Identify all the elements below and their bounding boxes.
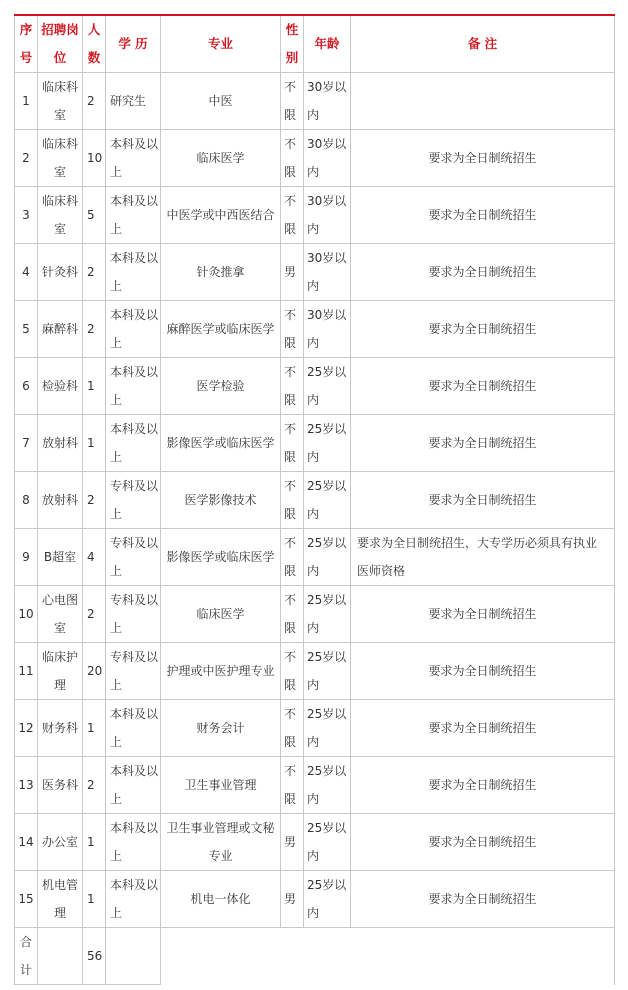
cell-num: 2 bbox=[83, 586, 106, 643]
cell-dept: 医务科 bbox=[38, 757, 83, 814]
cell-major: 卫生事业管理 bbox=[161, 757, 281, 814]
cell-edu: 本科及以上 bbox=[106, 757, 161, 814]
table-footer bbox=[15, 928, 615, 985]
cell-no: 12 bbox=[15, 700, 38, 757]
cell-sex: 男 bbox=[281, 244, 304, 301]
table-row bbox=[15, 358, 615, 415]
cell-num: 5 bbox=[83, 187, 106, 244]
header-note: 备 注 bbox=[351, 15, 615, 73]
total-empty-edu bbox=[106, 928, 161, 985]
cell-dept: 麻醉科 bbox=[38, 301, 83, 358]
cell-note: 要求为全日制统招生 bbox=[351, 586, 615, 643]
cell-edu: 本科及以上 bbox=[106, 244, 161, 301]
cell-age: 30岁以内 bbox=[304, 244, 351, 301]
cell-no: 11 bbox=[15, 643, 38, 700]
cell-major: 护理或中医护理专业 bbox=[161, 643, 281, 700]
cell-major: 影像医学或临床医学 bbox=[161, 415, 281, 472]
cell-no: 15 bbox=[15, 871, 38, 928]
cell-note: 要求为全日制统招生 bbox=[351, 814, 615, 871]
cell-note: 要求为全日制统招生 bbox=[351, 700, 615, 757]
cell-major: 麻醉医学或临床医学 bbox=[161, 301, 281, 358]
cell-sex: 男 bbox=[281, 871, 304, 928]
cell-no: 10 bbox=[15, 586, 38, 643]
cell-sex: 不限 bbox=[281, 472, 304, 529]
table-row bbox=[15, 814, 615, 871]
table-body bbox=[15, 73, 615, 928]
cell-dept: 财务科 bbox=[38, 700, 83, 757]
cell-major: 财务会计 bbox=[161, 700, 281, 757]
cell-edu: 本科及以上 bbox=[106, 814, 161, 871]
table-row bbox=[15, 643, 615, 700]
cell-major: 影像医学或临床医学 bbox=[161, 529, 281, 586]
cell-num: 1 bbox=[83, 358, 106, 415]
cell-sex: 不限 bbox=[281, 415, 304, 472]
cell-no: 2 bbox=[15, 130, 38, 187]
cell-note: 要求为全日制统招生 bbox=[351, 358, 615, 415]
cell-age: 25岁以内 bbox=[304, 757, 351, 814]
cell-note: 要求为全日制统招生 bbox=[351, 415, 615, 472]
cell-note: 要求为全日制统招生 bbox=[351, 301, 615, 358]
table-row bbox=[15, 529, 615, 586]
total-empty-rest bbox=[161, 928, 615, 985]
header-row bbox=[15, 15, 615, 73]
cell-edu: 本科及以上 bbox=[106, 700, 161, 757]
cell-edu: 本科及以上 bbox=[106, 187, 161, 244]
cell-sex: 不限 bbox=[281, 358, 304, 415]
cell-dept: 放射科 bbox=[38, 415, 83, 472]
table-row bbox=[15, 472, 615, 529]
header-sex: 性别 bbox=[281, 15, 304, 73]
cell-edu: 本科及以上 bbox=[106, 301, 161, 358]
cell-edu: 本科及以上 bbox=[106, 130, 161, 187]
cell-age: 30岁以内 bbox=[304, 187, 351, 244]
table-row bbox=[15, 415, 615, 472]
cell-sex: 不限 bbox=[281, 586, 304, 643]
table-row bbox=[15, 301, 615, 358]
cell-sex: 不限 bbox=[281, 73, 304, 130]
cell-sex: 男 bbox=[281, 814, 304, 871]
cell-major: 医学检验 bbox=[161, 358, 281, 415]
cell-edu: 专科及以上 bbox=[106, 586, 161, 643]
table-row bbox=[15, 586, 615, 643]
cell-sex: 不限 bbox=[281, 187, 304, 244]
cell-no: 6 bbox=[15, 358, 38, 415]
cell-sex: 不限 bbox=[281, 301, 304, 358]
cell-no: 1 bbox=[15, 73, 38, 130]
cell-major: 卫生事业管理或文秘专业 bbox=[161, 814, 281, 871]
cell-note: 要求为全日制统招生 bbox=[351, 130, 615, 187]
cell-num: 1 bbox=[83, 814, 106, 871]
header-dept: 招聘岗位 bbox=[38, 15, 83, 73]
cell-num: 2 bbox=[83, 757, 106, 814]
cell-no: 5 bbox=[15, 301, 38, 358]
cell-edu: 研究生 bbox=[106, 73, 161, 130]
cell-major: 中医 bbox=[161, 73, 281, 130]
cell-note bbox=[351, 73, 615, 130]
cell-dept: 临床科室 bbox=[38, 130, 83, 187]
cell-num: 2 bbox=[83, 244, 106, 301]
cell-num: 10 bbox=[83, 130, 106, 187]
header-age: 年龄 bbox=[304, 15, 351, 73]
header-no: 序号 bbox=[15, 15, 38, 73]
cell-age: 25岁以内 bbox=[304, 472, 351, 529]
cell-major: 中医学或中西医结合 bbox=[161, 187, 281, 244]
cell-major: 医学影像技术 bbox=[161, 472, 281, 529]
total-empty-dept bbox=[38, 928, 83, 985]
cell-major: 机电一体化 bbox=[161, 871, 281, 928]
cell-num: 1 bbox=[83, 415, 106, 472]
cell-major: 针灸推拿 bbox=[161, 244, 281, 301]
cell-num: 2 bbox=[83, 73, 106, 130]
header-num: 人数 bbox=[83, 15, 106, 73]
cell-edu: 专科及以上 bbox=[106, 643, 161, 700]
cell-edu: 本科及以上 bbox=[106, 358, 161, 415]
cell-dept: B超室 bbox=[38, 529, 83, 586]
table-row bbox=[15, 73, 615, 130]
header-major: 专业 bbox=[161, 15, 281, 73]
cell-edu: 专科及以上 bbox=[106, 472, 161, 529]
cell-age: 25岁以内 bbox=[304, 871, 351, 928]
cell-age: 30岁以内 bbox=[304, 73, 351, 130]
cell-no: 4 bbox=[15, 244, 38, 301]
table-row bbox=[15, 187, 615, 244]
cell-note: 要求为全日制统招生 bbox=[351, 244, 615, 301]
cell-age: 25岁以内 bbox=[304, 700, 351, 757]
cell-no: 9 bbox=[15, 529, 38, 586]
table-row bbox=[15, 871, 615, 928]
cell-num: 2 bbox=[83, 301, 106, 358]
cell-no: 8 bbox=[15, 472, 38, 529]
cell-sex: 不限 bbox=[281, 757, 304, 814]
cell-note: 要求为全日制统招生 bbox=[351, 757, 615, 814]
cell-age: 30岁以内 bbox=[304, 130, 351, 187]
cell-no: 3 bbox=[15, 187, 38, 244]
cell-dept: 临床科室 bbox=[38, 73, 83, 130]
cell-sex: 不限 bbox=[281, 643, 304, 700]
cell-dept: 检验科 bbox=[38, 358, 83, 415]
cell-num: 2 bbox=[83, 472, 106, 529]
cell-sex: 不限 bbox=[281, 130, 304, 187]
header-edu: 学 历 bbox=[106, 15, 161, 73]
cell-age: 25岁以内 bbox=[304, 643, 351, 700]
cell-age: 25岁以内 bbox=[304, 358, 351, 415]
cell-sex: 不限 bbox=[281, 529, 304, 586]
cell-edu: 本科及以上 bbox=[106, 871, 161, 928]
cell-num: 1 bbox=[83, 871, 106, 928]
cell-edu: 专科及以上 bbox=[106, 529, 161, 586]
table-row bbox=[15, 700, 615, 757]
total-row bbox=[15, 928, 615, 985]
cell-edu: 本科及以上 bbox=[106, 415, 161, 472]
total-num: 56 bbox=[83, 928, 106, 985]
cell-major: 临床医学 bbox=[161, 130, 281, 187]
cell-dept: 临床科室 bbox=[38, 187, 83, 244]
cell-note: 要求为全日制统招生，大专学历必须具有执业医师资格 bbox=[351, 529, 615, 586]
table-row bbox=[15, 130, 615, 187]
recruitment-table bbox=[14, 14, 615, 985]
cell-age: 25岁以内 bbox=[304, 814, 351, 871]
cell-note: 要求为全日制统招生 bbox=[351, 472, 615, 529]
cell-age: 30岁以内 bbox=[304, 301, 351, 358]
cell-no: 13 bbox=[15, 757, 38, 814]
cell-age: 25岁以内 bbox=[304, 529, 351, 586]
cell-age: 25岁以内 bbox=[304, 415, 351, 472]
cell-note: 要求为全日制统招生 bbox=[351, 871, 615, 928]
cell-dept: 心电图室 bbox=[38, 586, 83, 643]
table-header bbox=[15, 15, 615, 73]
cell-no: 7 bbox=[15, 415, 38, 472]
cell-dept: 临床护理 bbox=[38, 643, 83, 700]
cell-age: 25岁以内 bbox=[304, 586, 351, 643]
cell-dept: 机电管理 bbox=[38, 871, 83, 928]
recruitment-table-container bbox=[14, 14, 614, 985]
cell-major: 临床医学 bbox=[161, 586, 281, 643]
table-row bbox=[15, 757, 615, 814]
cell-dept: 放射科 bbox=[38, 472, 83, 529]
cell-dept: 办公室 bbox=[38, 814, 83, 871]
cell-note: 要求为全日制统招生 bbox=[351, 643, 615, 700]
cell-note: 要求为全日制统招生 bbox=[351, 187, 615, 244]
cell-sex: 不限 bbox=[281, 700, 304, 757]
cell-dept: 针灸科 bbox=[38, 244, 83, 301]
cell-num: 1 bbox=[83, 700, 106, 757]
table-row bbox=[15, 244, 615, 301]
cell-no: 14 bbox=[15, 814, 38, 871]
total-label: 合计 bbox=[15, 928, 38, 985]
cell-num: 20 bbox=[83, 643, 106, 700]
cell-num: 4 bbox=[83, 529, 106, 586]
